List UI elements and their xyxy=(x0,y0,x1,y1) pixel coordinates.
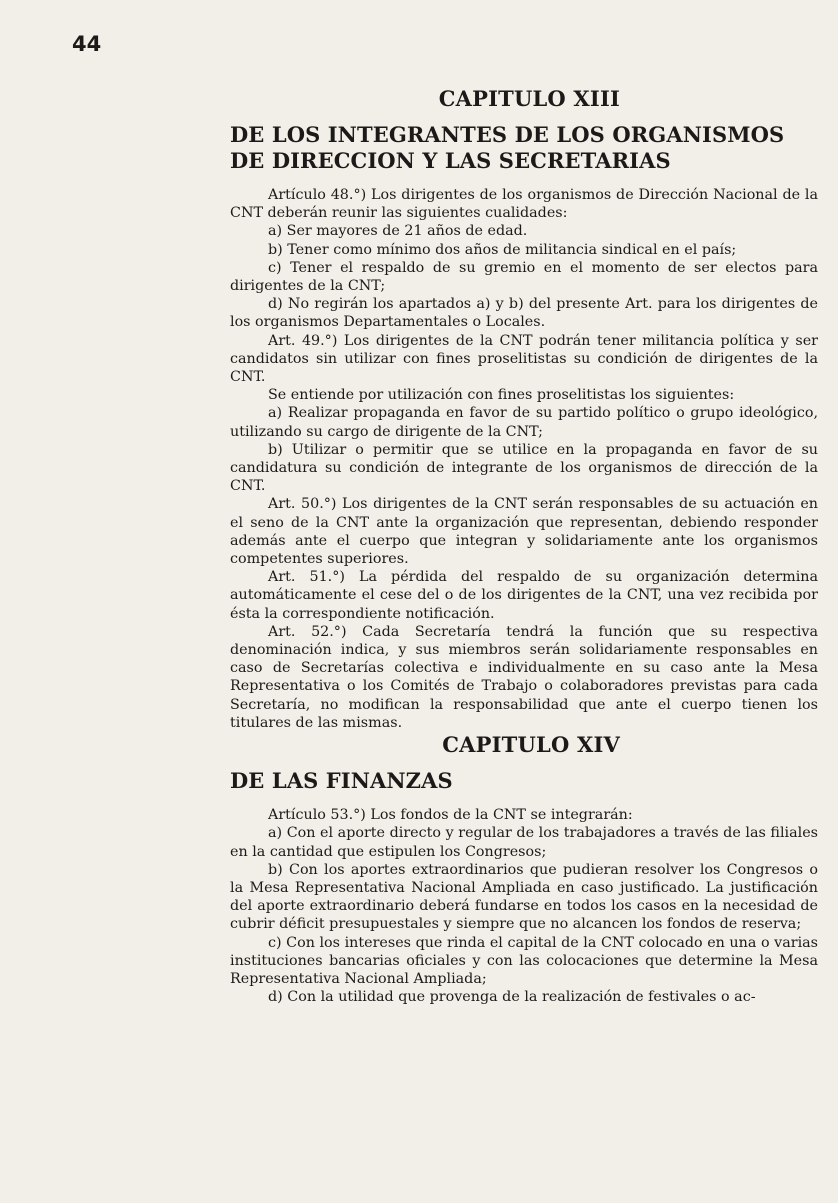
page-content xyxy=(230,86,818,1006)
article-49: Art. 49.°) Los dirigentes de la CNT podrán tener militancia política y ser candidatos sin utilizar con fines proselitistas su condición de dirigentes de la CNT. xyxy=(230,332,818,386)
article-49-item-b: b) Utilizar o permitir que se utilice en la propaganda en favor de su candidatura su condición de integrante de los organismos de dirección de la CNT. xyxy=(230,441,818,495)
article-48-item-d: d) No regirán los apartados a) y b) del presente Art. para los dirigentes de los organismos Departamentales o Locales. xyxy=(230,296,818,331)
article-49-definition: Se entiende por utilización con fines proselitistas los siguientes: xyxy=(268,387,735,404)
chapter-title: CAPITULO XIII xyxy=(438,86,620,111)
article-53: Artículo 53.°) Los fondos de la CNT se integrarán: xyxy=(268,807,633,824)
article-48-item-b: b) Tener como mínimo dos años de militancia sindical en el país; xyxy=(268,241,737,258)
article-48: Artículo 48.°) Los dirigentes de los organismos de Dirección Nacional de la CNT deberán reunir las siguientes cualidades: xyxy=(230,187,818,222)
article-52: Art. 52.°) Cada Secretaría tendrá la función que su respectiva denominación indica, y sus miembros serán solidariamente responsables en caso de Secretarías colectiva e individualmente en su caso ante la Mesa Representativa o los Comités de Trabajo o colaboradores previstas para cada Secretaría, no modifican la responsabilidad que ante el cuerpo tienen los titulares de las mismas. xyxy=(230,623,818,731)
article-53-item-a: a) Con el aporte directo y regular de los trabajadores a través de las filiales en la cantidad que estipulen los Congresos; xyxy=(230,825,818,860)
article-48-item-c: c) Tener el respaldo de su gremio en el momento de ser electos para dirigentes de la CNT; xyxy=(230,259,818,295)
article-50: Art. 50.°) Los dirigentes de la CNT serán responsables de su actuación en el seno de la CNT ante la organización que representan, debiendo responder además ante el cuerpo que integran y solidariamente ante los organismos competentes superiores. xyxy=(230,496,818,568)
article-53-item-c: c) Con los intereses que rinda el capital de la CNT colocado en una o varias instituciones bancarias oficiales y con las colocaciones que determine la Mesa Representativa Nacional Ampliada; xyxy=(230,934,818,987)
article-53-item-d: d) Con la utilidad que provenga de la realización de festivales o ac- xyxy=(268,989,756,1006)
article-48-item-a: a) Ser mayores de 21 años de edad. xyxy=(268,223,528,240)
page-number: 44 xyxy=(72,32,102,56)
article-53-item-b: b) Con los aportes extraordinarios que pudieran resolver los Congresos o la Mesa Representativa Nacional Ampliada en caso justificado. La justificación del aporte extraordinario deberá fundarse en todos los casos en la necesidad de cubrir déficit presupuestales y siempre que no alcancen los fondos de reserva; xyxy=(230,861,818,933)
article-49-item-a: a) Realizar propaganda en favor de su partido político o grupo ideológico, utilizando su cargo de dirigente de la CNT; xyxy=(230,405,818,440)
chapter-heading: DE LOS INTEGRANTES DE LOS ORGANISMOS DE DIRECCION Y LAS SECRETARIAS xyxy=(230,122,785,173)
chapter-title: CAPITULO XIV xyxy=(442,732,620,758)
article-51: Art. 51.°) La pérdida del respaldo de su organización determina automáticamente el cese del o de los dirigentes de la CNT, una vez recibida por ésta la correspondiente notificación. xyxy=(230,569,818,622)
chapter-heading: DE LAS FINANZAS xyxy=(230,768,453,794)
